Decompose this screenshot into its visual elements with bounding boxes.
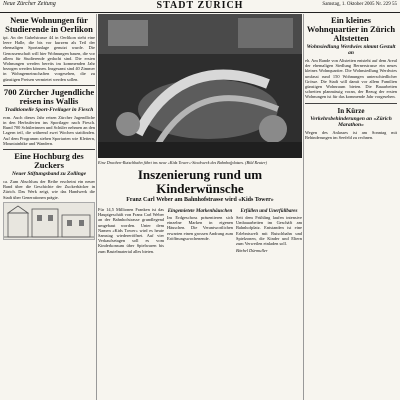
article-body: Seit dem Frühling laufen intensive Umbauarbeiten im Geschäft am Bahnhofplatz. Entstanden ist eine Erlebniswelt mit Rutschbahn und Spielzonen, die Kinder und Eltern zum Verweilen einladen soll. <box>236 215 302 247</box>
author: Bärbel Dürmuller <box>236 248 268 254</box>
article-subhead: Neuer Stiftungsband zu Zollinge <box>11 171 87 178</box>
right-column <box>305 14 397 400</box>
divider <box>3 85 95 86</box>
illustration <box>3 202 95 240</box>
column-divider <box>96 14 97 400</box>
article-headline: Ein kleines Wohnquartier in Zürich Altstetten <box>306 15 396 43</box>
article-headline: Neue Wohnungen für Studierende in Oerlikon <box>5 15 93 34</box>
main-headline: Inszenierung rund um Kinderwünsche <box>137 167 263 196</box>
left-column <box>3 14 95 400</box>
masthead <box>0 0 400 13</box>
column-divider <box>303 14 304 400</box>
article-subhead: Traditionelle Sport-Freilager in Fiesch <box>4 106 94 113</box>
paper-name: Neue Zürcher Zeitung <box>3 1 56 7</box>
article-body: ecm. Auch dieses Jahr reisen Zürcher Jugendliche in den Herbstferien ins Sportlager nach Fiesch. Rund 700 Schülerinnen und Schüler nehmen an den Lagern teil, die während zwei Wochen stattfinden. Auf dem Programm stehen Sportarten wie Klettern, Mountainbike und Wandern. <box>3 114 95 146</box>
article-subhead: Wohnsiedlung Werdwies nimmt Gestalt an <box>306 44 396 56</box>
article-body: Für 14,5 Millionen Franken ist das Hauptgeschäft von Franz Carl Weber an der Bahnhofstrasse grundlegend umgebaut worden. Unter dem Namen «Kids Tower» wird es heute Samstag wiedereröffnet. Auf vier Verkaufsetagen soll es vom Kinderkonsum über Spielwaren bis zum Bastelmaterial alles bieten. <box>98 207 164 254</box>
inline-subhead: Eingemietete Markenhäuschen <box>167 209 233 214</box>
issue-date: Samstag, 1. Oktober 2005 Nr. 229 55 <box>322 2 397 7</box>
inline-subhead: Erfüllen und Unerfüllbares <box>240 209 298 214</box>
text-column <box>98 207 164 254</box>
article-body: ipi. An der Gubelstrasse 44 in Oerlikon steht eine leere Halle, die bis vor kurzem als Teil der ehemaligen Sportanlage genutzt wurde. Die Genossenschaft will hier Wohnungen bauen, die vor allem für Studierende gedacht sind. Die ersten Wohnungen werden bereits im kommenden Jahr bezogen werden können. Insgesamt sind 40 Zimmer in Wohngemeinschaften vorgesehen, die zu günstigen Preisen vermietet werden sollen. <box>3 35 95 82</box>
article-body: Im Erdgeschoss präsentieren sich einzelne Marken in eigenen Häuschen. Die Verantwortlichen erwarten einen grossen Andrang zum Eröffnungswochenende. <box>167 215 233 241</box>
store-photo <box>98 14 302 158</box>
photo-caption: Eine Drachen-Rutschbahn führt ins neue «Kids Tower»-Stockwerk des Bahnhofplatzes. (Bild Reuter) <box>98 160 268 165</box>
news-brief-body: Wegen des Anlasses ist am Sonntag mit Behinderungen im Seefeld zu rechnen. <box>305 129 397 140</box>
article-body: ca. Zum Abschluss der Reihe erscheint ein neuer Band über die Geschichte der Zuckerbäcker in Zürich. Das Werk zeigt, wie das Handwerk die Stadt über Generationen prägte. <box>3 179 95 200</box>
main-subhead: Franz Carl Weber am Bahnhofstrasse wird «Kids Tower» <box>126 197 274 203</box>
divider <box>305 103 397 104</box>
article-headline: 700 Zürcher Jugendliche reisen ins Wallis <box>3 86 95 106</box>
store-interior-image <box>98 14 302 158</box>
text-column <box>236 207 302 254</box>
article-headline: Eine Hochburg des Zuckers <box>14 151 84 171</box>
news-brief-subhead: Verkehrsbehinderungen an «Zürich Marathon» <box>310 115 392 128</box>
news-brief-heading: In Kürze <box>337 106 365 115</box>
section-title: STADT ZÜRICH <box>156 0 244 11</box>
article-body: eh. Am Rande von Altstetten entsteht auf dem Areal der ehemaligen Siedlung Bernerstrasse ein neues kleines Wohnquartier. Die Wohnsiedlung Werdwies umfasst rund 150 Wohnungen unterschiedlicher Grösse. Die Stadt will damit vor allem Familien günstigen Wohnraum bieten. Die Bauarbeiten schreiten planmässig voran, der Bezug der ersten Wohnungen ist für das kommende Jahr vorgesehen. <box>305 58 397 100</box>
article-columns <box>98 207 302 254</box>
street-sketch-image <box>4 203 94 239</box>
text-column <box>167 207 233 254</box>
center-column <box>98 14 302 400</box>
divider <box>3 149 95 150</box>
